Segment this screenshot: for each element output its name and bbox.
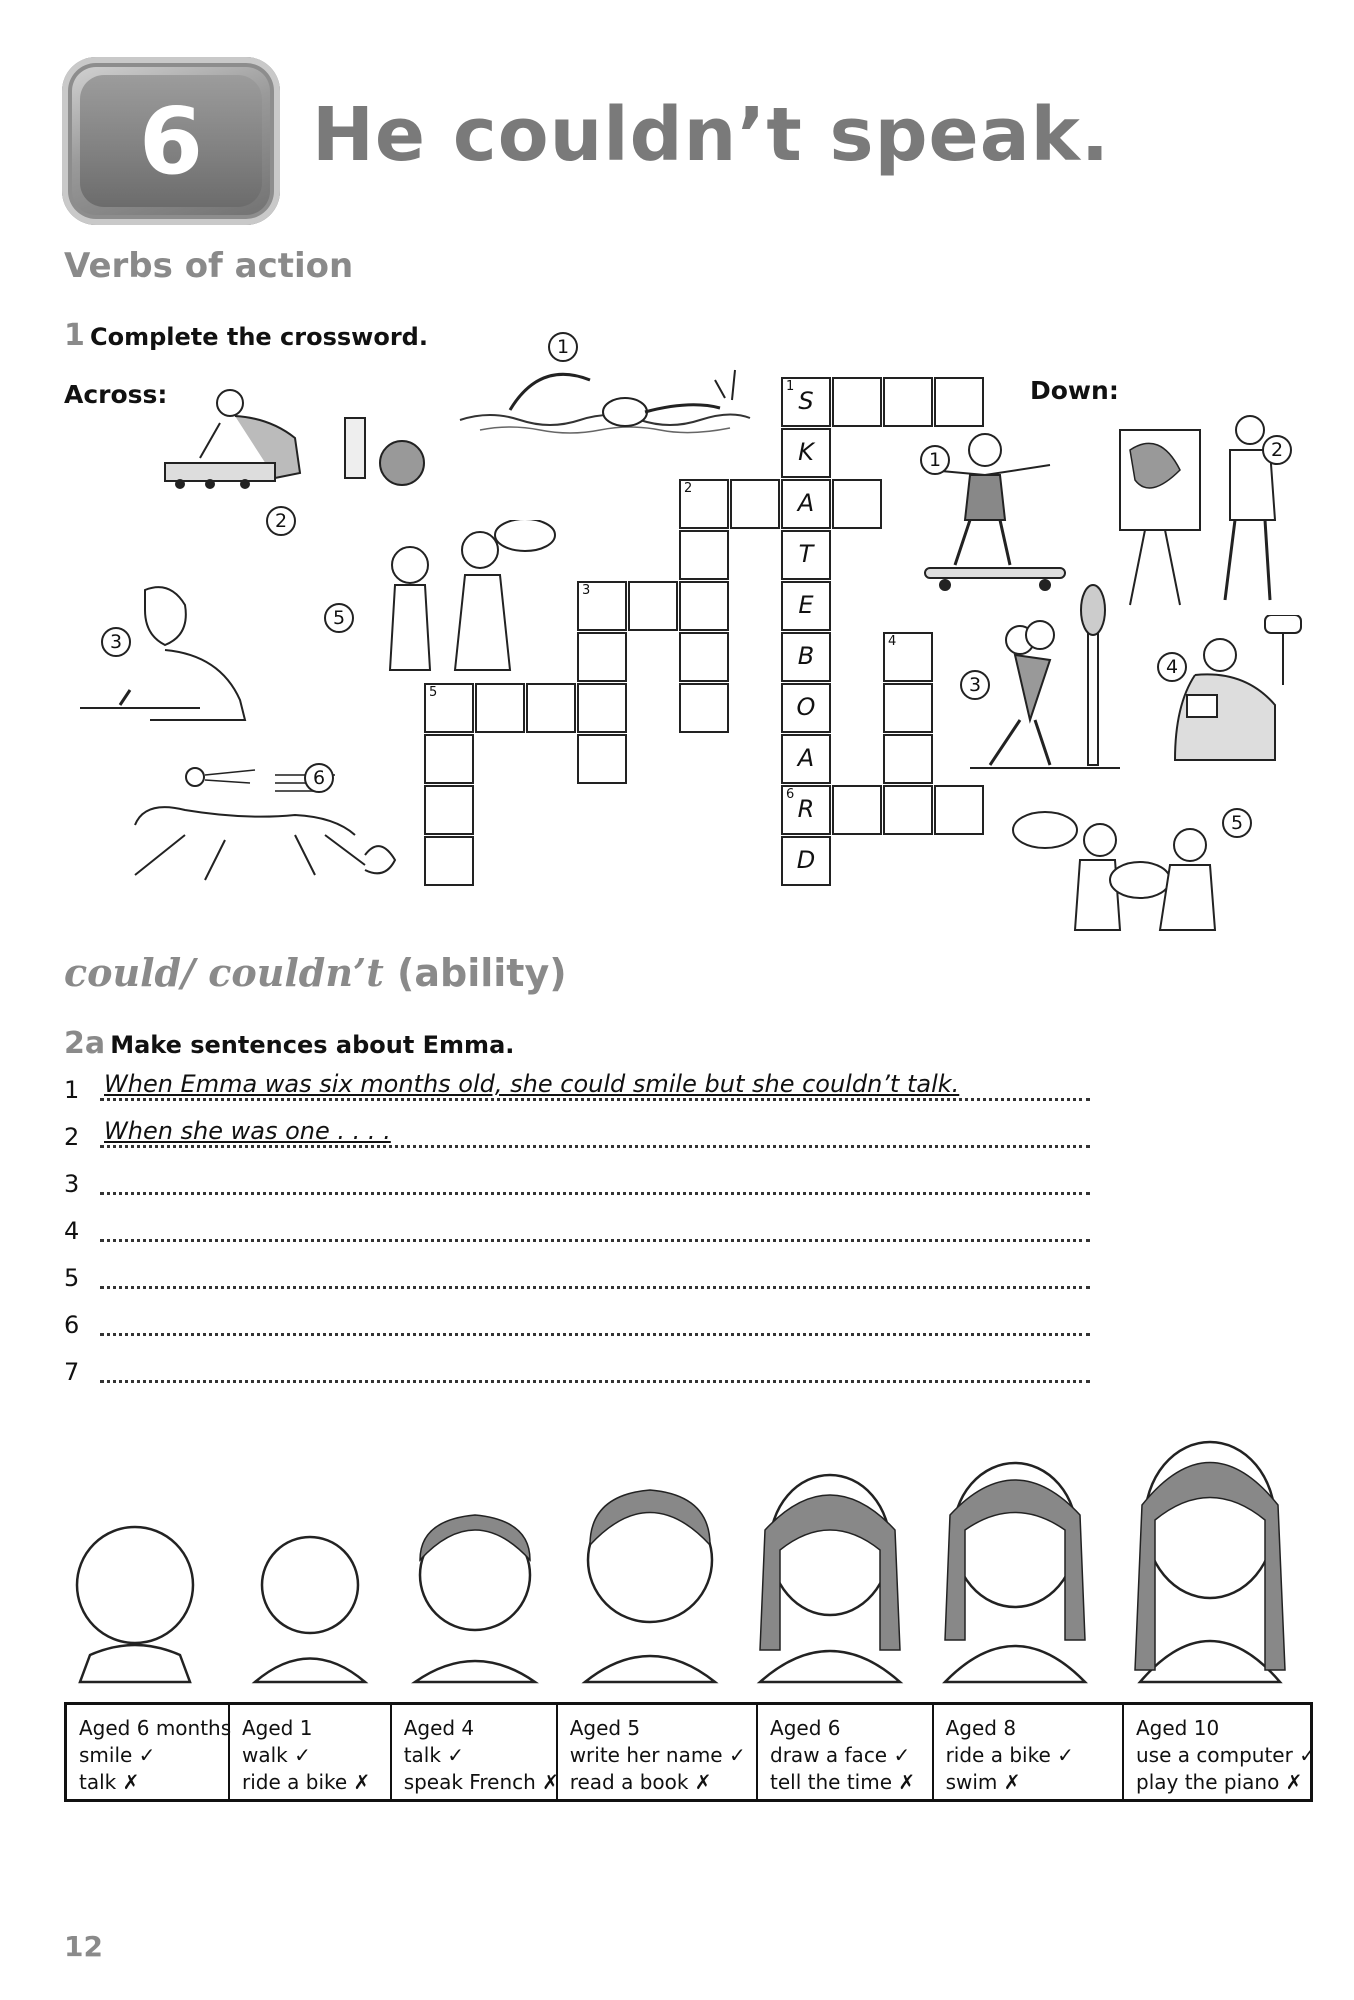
crossword-cell[interactable] <box>679 581 729 631</box>
crossword-cell[interactable] <box>577 632 627 682</box>
crossword-cell[interactable] <box>424 683 474 733</box>
example-answer: When she was one . . . . <box>104 1117 391 1145</box>
crossword-letter: K <box>798 438 814 466</box>
exercise-instruction: Complete the crossword. <box>89 323 428 351</box>
unit-title: He couldn’t speak. <box>312 92 1110 178</box>
girls-talking-across-illustration <box>360 520 560 680</box>
age-table-cant: play the piano ✗ <box>1136 1770 1303 1794</box>
age-table-can: talk ✓ <box>403 1743 465 1767</box>
crossword-cell[interactable] <box>424 836 474 886</box>
crossword-cell[interactable] <box>679 632 729 682</box>
crossword-letter: E <box>798 591 814 619</box>
circled-number-down-2: 2 <box>1262 435 1292 465</box>
circled-number-across-1: 1 <box>548 332 578 362</box>
section-heading-could-rest: (ability) <box>383 951 567 995</box>
exercise-2a-heading <box>64 1026 514 1061</box>
across-label: Across: <box>64 380 168 409</box>
crossword-letter: A <box>797 489 815 517</box>
exercise-instruction: Make sentences about Emma. <box>110 1031 515 1059</box>
crossword-letter: T <box>798 540 814 568</box>
crossword-cell[interactable] <box>832 479 882 529</box>
crossword-cell[interactable] <box>526 683 576 733</box>
girl-writing-illustration <box>70 580 260 730</box>
age-table-age: Aged 6 <box>770 1716 841 1740</box>
crossword-cell[interactable] <box>679 479 729 529</box>
line-number: 7 <box>64 1358 80 1386</box>
crossword-cell[interactable] <box>577 734 627 784</box>
crossword-letter: R <box>797 795 815 823</box>
age-table <box>64 1702 1316 1802</box>
answer-line[interactable] <box>100 1303 1090 1336</box>
crossword-cell[interactable] <box>781 632 831 682</box>
circled-number-down-1: 1 <box>920 445 950 475</box>
crossword-letter: S <box>798 387 814 415</box>
crossword-cell[interactable] <box>883 785 933 835</box>
line-number: 6 <box>64 1311 80 1339</box>
age-table-column <box>558 1705 758 1799</box>
circled-number-down-4: 4 <box>1157 652 1187 682</box>
line-number: 5 <box>64 1264 80 1292</box>
crossword-cell[interactable] <box>781 479 831 529</box>
crossword-cell[interactable] <box>628 581 678 631</box>
crossword-letter: B <box>797 642 815 670</box>
age-table-cant: ride a bike ✗ <box>242 1770 371 1794</box>
example-answer: When Emma was six months old, she could smile but she couldn’t talk. <box>104 1070 960 1098</box>
crossword-cell[interactable] <box>679 530 729 580</box>
crossword-cell[interactable] <box>781 683 831 733</box>
crossword-cell[interactable] <box>934 785 984 835</box>
down-label: Down: <box>1030 376 1119 405</box>
unit-badge-inner <box>80 75 262 207</box>
line-number: 1 <box>64 1076 80 1104</box>
crossword-cell[interactable] <box>883 734 933 784</box>
exercise-number: 1 <box>64 318 85 353</box>
crossword-cell[interactable] <box>832 785 882 835</box>
crossword-cell[interactable] <box>679 683 729 733</box>
crossword-clue-number: 2 <box>684 481 693 496</box>
crossword-cell[interactable] <box>781 581 831 631</box>
crossword-letter: D <box>796 846 816 874</box>
page-number: 12 <box>64 1930 103 1963</box>
age-table-cant: read a book ✗ <box>569 1770 712 1794</box>
age-table-can: ride a bike ✓ <box>945 1743 1074 1767</box>
boy-playing-illustration <box>150 378 430 503</box>
crossword-cell[interactable] <box>781 530 831 580</box>
age-table-age: Aged 6 months <box>79 1716 232 1740</box>
age-table-column <box>67 1705 230 1799</box>
age-table-age: Aged 1 <box>242 1716 313 1740</box>
crossword-cell[interactable] <box>883 632 933 682</box>
circled-number-across-2: 2 <box>266 506 296 536</box>
age-table-column <box>1124 1705 1316 1799</box>
exercise-number: 2a <box>64 1026 106 1061</box>
crossword-cell[interactable] <box>781 836 831 886</box>
age-table-column <box>230 1705 392 1799</box>
crossword-cell[interactable] <box>577 683 627 733</box>
circled-number-down-5: 5 <box>1222 808 1252 838</box>
age-table-can: walk ✓ <box>242 1743 311 1767</box>
crossword-clue-number: 1 <box>786 379 795 394</box>
circled-number-across-6: 6 <box>304 763 334 793</box>
age-table-can: write her name ✓ <box>569 1743 746 1767</box>
crossword-letter: A <box>797 744 815 772</box>
crossword-cell[interactable] <box>883 377 933 427</box>
answer-line[interactable] <box>100 1350 1090 1383</box>
age-table-cant: tell the time ✗ <box>770 1770 916 1794</box>
age-table-column <box>934 1705 1124 1799</box>
crossword-clue-number: 3 <box>582 583 591 598</box>
crossword-clue-number: 5 <box>429 685 438 700</box>
crossword-cell[interactable] <box>475 683 525 733</box>
age-table-column <box>392 1705 558 1799</box>
section-heading-could <box>64 950 567 995</box>
crossword-cell[interactable] <box>781 377 831 427</box>
crossword-cell[interactable] <box>781 428 831 478</box>
girl-riding-horse-illustration <box>115 765 405 890</box>
circled-number-across-5: 5 <box>324 603 354 633</box>
crossword-cell[interactable] <box>577 581 627 631</box>
emma-faces-illustration <box>60 1420 1320 1690</box>
age-table-age: Aged 8 <box>945 1716 1017 1740</box>
line-number: 2 <box>64 1123 80 1151</box>
age-table-cant: speak French ✗ <box>403 1770 559 1794</box>
unit-number: 6 <box>138 87 203 195</box>
crossword-cell[interactable] <box>781 734 831 784</box>
crossword-cell[interactable] <box>883 683 933 733</box>
crossword-cell[interactable] <box>934 377 984 427</box>
crossword-cell[interactable] <box>781 785 831 835</box>
answer-line[interactable] <box>100 1256 1090 1289</box>
age-table-can: draw a face ✓ <box>770 1743 911 1767</box>
age-table-age: Aged 5 <box>569 1716 641 1740</box>
swimmer-illustration <box>450 340 770 450</box>
age-table-can: smile ✓ <box>79 1743 156 1767</box>
age-table-can: use a computer ✓ <box>1136 1743 1316 1767</box>
girls-talking-down-illustration <box>1010 805 1220 935</box>
age-table-column <box>758 1705 934 1799</box>
exercise-1-heading <box>64 318 428 353</box>
walking-couple-illustration <box>970 580 1120 775</box>
crossword-cell[interactable] <box>730 479 780 529</box>
circled-number-down-3: 3 <box>960 670 990 700</box>
circled-number-across-3: 3 <box>101 627 131 657</box>
line-number: 4 <box>64 1217 80 1245</box>
section-heading-verbs: Verbs of action <box>64 246 354 286</box>
boy-painting-illustration <box>1110 410 1290 610</box>
crossword-clue-number: 6 <box>786 787 795 802</box>
crossword-cell[interactable] <box>832 377 882 427</box>
age-table-age: Aged 10 <box>1136 1716 1220 1740</box>
section-heading-could-italic: could/ couldn’t <box>64 950 384 995</box>
answer-line[interactable] <box>100 1162 1090 1195</box>
age-table-age: Aged 4 <box>403 1716 475 1740</box>
unit-badge <box>62 57 280 225</box>
age-table-cant: talk ✗ <box>79 1770 140 1794</box>
age-table-cant: swim ✗ <box>945 1770 1021 1794</box>
crossword-cell[interactable] <box>424 734 474 784</box>
answer-line[interactable] <box>100 1209 1090 1242</box>
crossword-letter: O <box>796 693 816 721</box>
crossword-cell[interactable] <box>424 785 474 835</box>
girl-reading-illustration <box>1165 615 1305 765</box>
crossword-clue-number: 4 <box>888 634 897 649</box>
line-number: 3 <box>64 1170 80 1198</box>
